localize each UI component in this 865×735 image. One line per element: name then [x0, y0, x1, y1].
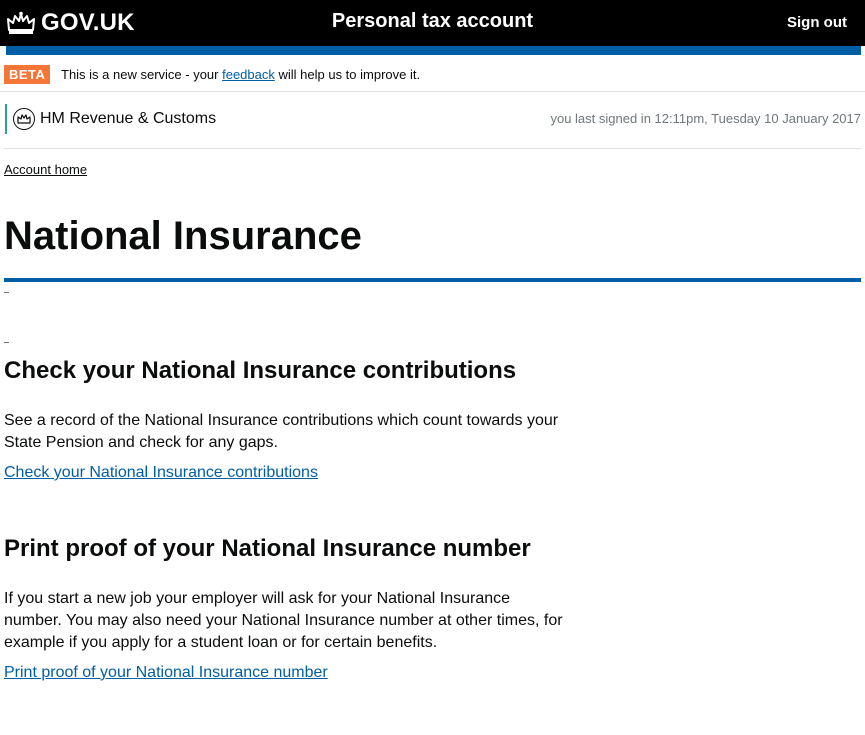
- divider: [4, 148, 861, 149]
- hmrc-crest-icon: [13, 108, 35, 130]
- divider: [4, 292, 9, 293]
- beta-text-before: This is a new service - your: [61, 67, 223, 82]
- feedback-link[interactable]: feedback: [222, 67, 275, 82]
- title-divider: [4, 278, 861, 282]
- divider: [4, 342, 9, 343]
- print-proof-section: [4, 534, 564, 682]
- beta-banner: [0, 56, 865, 92]
- organisation-block: [5, 104, 216, 134]
- beta-text-after: will help us to improve it.: [274, 67, 421, 82]
- beta-text: [61, 67, 420, 82]
- service-name[interactable]: Personal tax account: [331, 10, 534, 32]
- organisation-name: HM Revenue & Customs: [40, 110, 217, 127]
- header-accent-bar: [6, 46, 861, 55]
- contributions-section: [4, 356, 564, 482]
- print-proof-link[interactable]: Print proof of your National Insurance number: [4, 664, 328, 681]
- breadcrumb-account-home[interactable]: Account home: [4, 162, 88, 177]
- beta-tag: BETA: [4, 65, 50, 84]
- check-contributions-link[interactable]: Check your National Insurance contributions: [4, 464, 318, 481]
- logo-text: GOV.UK: [41, 9, 135, 36]
- section-body: See a record of the National Insurance contributions which count towards your State Pension and check for any gaps.: [4, 412, 559, 451]
- sign-out-link[interactable]: Sign out: [787, 14, 847, 31]
- section-heading: Print proof of your National Insurance number: [4, 535, 531, 562]
- global-header: [0, 0, 865, 46]
- section-body: If you start a new job your employer will ask for your National Insurance number. You may also need your National Insurance number at other times, for example if you apply for a student loan or for certain benefits.: [4, 590, 563, 651]
- last-signed-in: you last signed in 12:11pm, Tuesday 10 January 2017: [550, 111, 861, 126]
- section-heading: Check your National Insurance contributions: [4, 357, 517, 384]
- page-title: National Insurance: [4, 214, 362, 258]
